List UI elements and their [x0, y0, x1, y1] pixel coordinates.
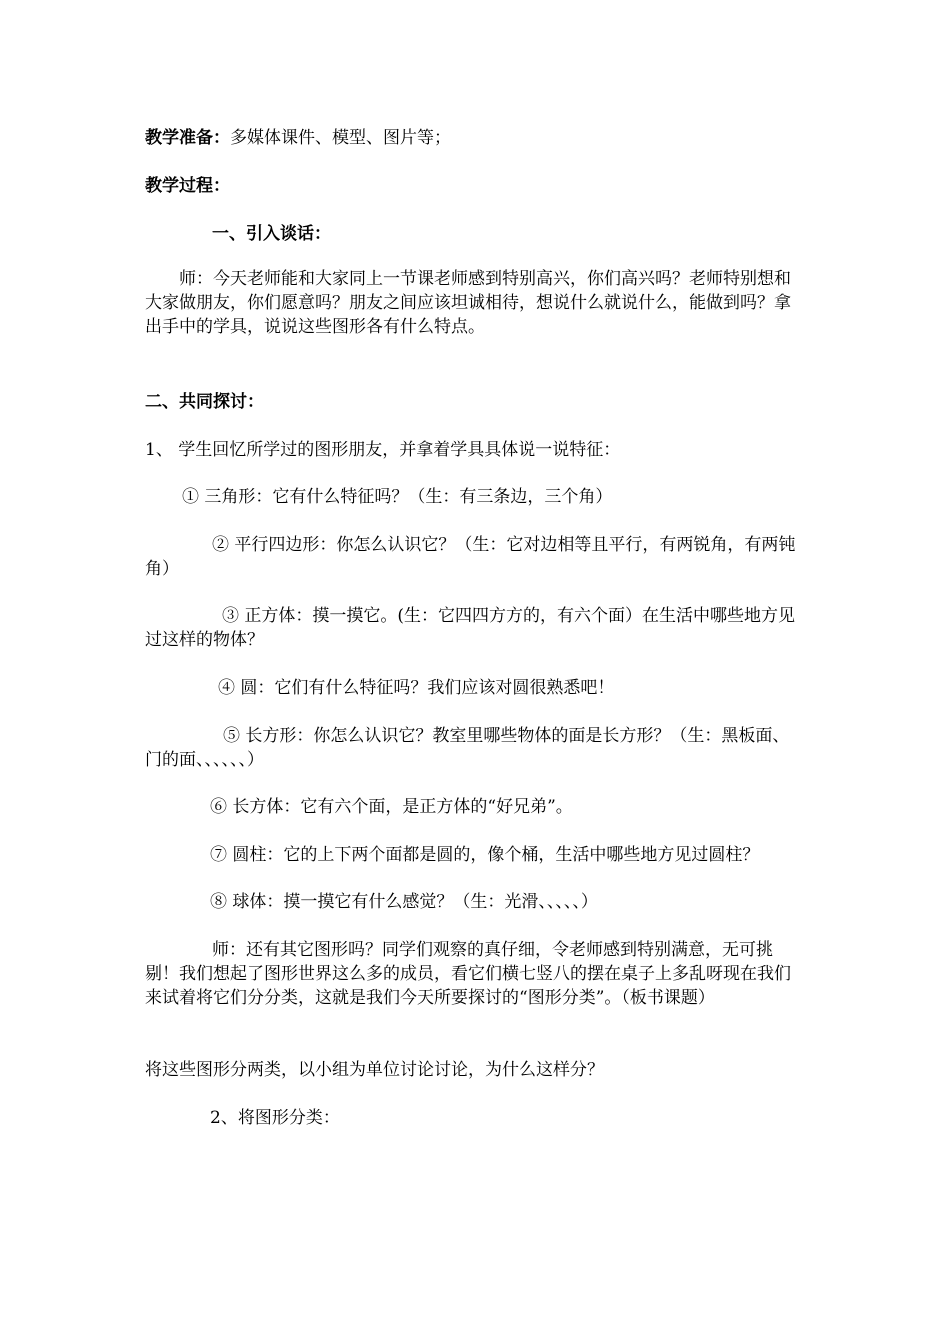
prep-text: 多媒体课件、模型、图片等； [230, 128, 451, 148]
group-paragraph: 将这些图形分两类，以小组为单位讨论讨论，为什么这样分？ [145, 1060, 604, 1080]
item-circle: ④ 圆：它们有什么特征吗？我们应该对圆很熟悉吧！ [218, 678, 615, 698]
intro-paragraph: 师：今天老师能和大家同上一节课老师感到特别高兴，你们高兴吗？老师特别想和大家做朋友，你们愿意吗？朋友之间应该坦诚相待，想说什么就说什么，能做到吗？拿出手中的学具，说说这些图形各有什么特点。 [145, 269, 791, 337]
item-sphere: ⑧ 球体：摸一摸它有什么感觉？（生：光滑、、、、、） [210, 892, 598, 912]
process-label: 教学过程： [145, 176, 230, 196]
point-1: 1、 学生回忆所学过的图形朋友，并拿着学具具体说一说特征： [145, 440, 621, 460]
item-cube: ③ 正方体：摸一摸它。(生：它四四方方的，有六个面）在生活中哪些地方见过这样的物体？ [145, 606, 796, 650]
prep-label: 教学准备： [145, 128, 230, 148]
item-cuboid: ⑥ 长方体：它有六个面，是正方体的“好兄弟”。 [210, 797, 573, 817]
item-cylinder: ⑦ 圆柱：它的上下两个面都是圆的，像个桶，生活中哪些地方见过圆柱？ [210, 845, 760, 865]
item-parallelogram: ② 平行四边形：你怎么认识它？（生：它对边相等且平行，有两锐角，有两钝角） [145, 535, 796, 579]
section1-title: 一、引入谈话： [212, 224, 331, 244]
prep-line [145, 126, 805, 150]
section2-title: 二、共同探讨： [145, 392, 264, 412]
item-rectangle: ⑤ 长方形：你怎么认识它？教室里哪些物体的面是长方形？（生：黑板面、门的面、、、、、、） [145, 726, 790, 770]
item-triangle: ① 三角形：它有什么特征吗？（生：有三条边，三个角） [182, 487, 613, 507]
teacher-paragraph: 师：还有其它图形吗？同学们观察的真仔细，令老师感到特别满意，无可挑剔！我们想起了图形世界这么多的成员，看它们横七竖八的摆在桌子上多乱呀现在我们来试着将它们分分类，这就是我们今天所要探讨的“图形分类”。（板书课题） [145, 940, 791, 1008]
point-2: 2、将图形分类： [210, 1108, 340, 1128]
